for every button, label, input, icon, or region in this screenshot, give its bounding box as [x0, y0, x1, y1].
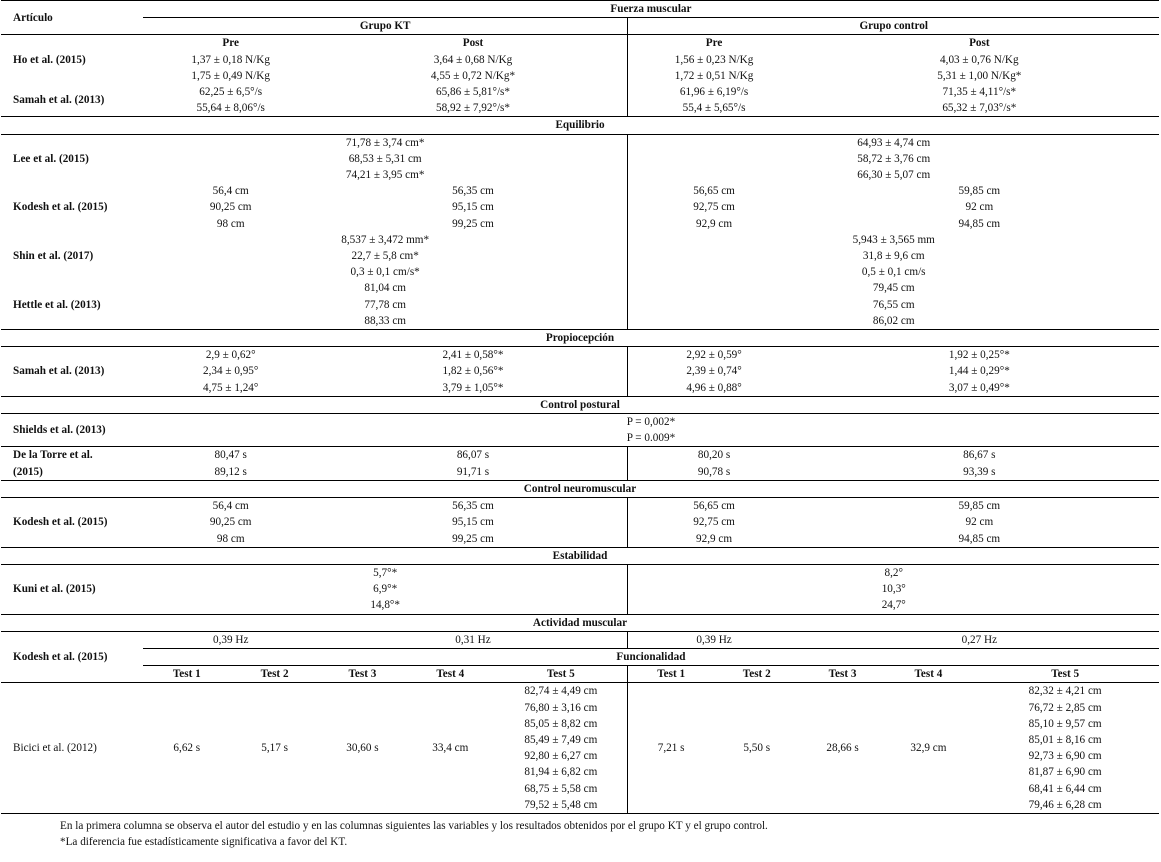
control-post-value: 86,67 s [800, 447, 1159, 464]
kt-value: 8,537 ± 3,472 mm* [341, 233, 430, 246]
control-test-value: 7,21 s [628, 683, 714, 814]
kt-post-value: 56,35 cm [452, 185, 494, 198]
control-test-value: 32,9 cm [885, 683, 971, 814]
kt-post-value: 95,15 cm [452, 201, 494, 214]
kt-post-value: 2,41 ± 0,58°* [442, 349, 504, 362]
control-post-value: 93,39 s [963, 465, 996, 478]
table-row [1, 248, 1159, 264]
kt-pre-value: 90,25 cm [209, 516, 252, 529]
kt-test-value: 5,17 s [231, 683, 319, 814]
kt-post-value: 86,07 s [319, 447, 628, 464]
kt-test-header: Test 4 [436, 668, 465, 681]
kt-post-value: 58,92 ± 7,92°/s* [435, 102, 510, 115]
table-row [1, 167, 1159, 183]
header-row [1, 1, 1159, 18]
table-row [1, 183, 1159, 199]
control-post-value: 4,03 ± 0,76 N/Kg [940, 53, 1019, 66]
subheader-row [1, 35, 1159, 52]
control-post-value: 92 cm [965, 201, 994, 214]
kt-test5-value: 68,75 ± 5,58 cm [524, 782, 598, 795]
author-cell: Ho et al. (2015) [13, 53, 86, 66]
control-value: 79,45 cm [628, 280, 1159, 296]
kt-pre-value: 80,47 s [143, 447, 319, 464]
section-header-row [1, 547, 1159, 564]
author-cell: Kuni et al. (2015) [13, 583, 96, 596]
control-post-value: 5,31 ± 1,00 N/Kg* [937, 69, 1022, 82]
table-row [1, 514, 1159, 530]
control-test-header: Test 4 [914, 668, 943, 681]
control-pre-value: 2,39 ± 0,74° [628, 363, 800, 379]
control-post-value: 1,92 ± 0,25°* [948, 349, 1010, 362]
control-pre-value: 61,96 ± 6,19°/s [628, 84, 800, 100]
kt-post-value: 56,35 cm [452, 500, 494, 513]
control-test5-value: 82,32 ± 4,21 cm [971, 683, 1159, 700]
table-row [1, 313, 1159, 330]
author-cell: Hettle et al. (2013) [13, 298, 101, 311]
kt-test5-value: 76,80 ± 3,16 cm [524, 701, 598, 714]
footnote-description: En la primera columna se observa el autor del estudio y en las columnas siguientes las variables y los resultados obtenidos por el grupo KT y el grupo control. [60, 819, 768, 832]
author-cell: Shin et al. (2017) [13, 250, 94, 263]
kt-pre-value: 2,34 ± 0,95° [203, 365, 259, 378]
kt-post-value: 4,55 ± 0,72 N/Kg* [430, 69, 516, 82]
column-header-articulo: Artículo [1, 1, 143, 35]
kt-post-value: 0,31 Hz [455, 633, 491, 646]
table-row [1, 430, 1159, 447]
kt-post-value: 99,25 cm [452, 532, 494, 545]
section-header-row [1, 480, 1159, 497]
kt-post-header: Post [462, 37, 484, 50]
header-row [1, 18, 1159, 35]
control-test-value: 5,50 s [714, 683, 800, 814]
control-post-value: 65,32 ± 7,03°/s* [942, 102, 1017, 115]
control-pre-header: Pre [628, 35, 800, 52]
control-value: 10,3° [628, 581, 1159, 597]
control-pre-value: 90,78 s [628, 464, 800, 481]
control-pre-value: 0,39 Hz [628, 631, 800, 648]
control-post-value: 94,85 cm [958, 532, 1001, 545]
table-row [1, 232, 1159, 248]
kt-value: 14,8°* [370, 599, 400, 612]
table-row [1, 264, 1159, 280]
kt-post-value: 95,15 cm [452, 516, 494, 529]
section-header-row [1, 396, 1159, 413]
group-kt-header: Grupo KT [143, 18, 628, 35]
kt-value: 22,7 ± 5,8 cm* [351, 250, 419, 263]
table-row [1, 68, 1159, 84]
control-value: 8,2° [628, 564, 1159, 581]
author-cell: De la Torre et al. [1, 447, 143, 464]
control-pre-value: 92,75 cm [628, 199, 800, 215]
kt-test5-value: 82,74 ± 4,49 cm [494, 683, 628, 700]
control-test5-value: 92,73 ± 6,90 cm [1028, 750, 1102, 763]
table-row [1, 280, 1159, 296]
control-pre-value: 92,75 cm [628, 514, 800, 530]
kt-value: 0,3 ± 0,1 cm/s* [350, 266, 420, 279]
kt-test-value: 6,62 s [143, 683, 231, 814]
section-estabilidad: Estabilidad [1, 547, 1159, 564]
table-row [1, 564, 1159, 581]
kt-pre-value: 56,4 cm [212, 500, 249, 513]
kt-post-value: 1,82 ± 0,56°* [442, 365, 504, 378]
kt-test-header: Test 1 [172, 668, 201, 681]
kt-test5-value: 79,52 ± 5,48 cm [494, 797, 628, 814]
kt-pre-value: 0,39 Hz [212, 633, 249, 646]
kt-test-header: Test 5 [546, 668, 575, 681]
control-value: 66,30 ± 5,07 cm [628, 167, 1159, 183]
table-row [1, 597, 1159, 614]
p-value: P = 0,002* [626, 416, 676, 429]
control-post-value: 1,44 ± 0,29°* [948, 365, 1010, 378]
control-pre-value: 55,4 ± 5,65°/s [628, 100, 800, 117]
table-row [1, 498, 1159, 515]
kt-value: 71,78 ± 3,74 cm* [345, 136, 425, 149]
table-row [1, 531, 1159, 548]
section-control-postural: Control postural [1, 396, 1159, 413]
author-cell: Bicici et al. (2012) [1, 683, 143, 814]
control-post-value: 3,07 ± 0,49°* [948, 381, 1010, 394]
kt-test5-value: 85,05 ± 8,82 cm [524, 717, 598, 730]
control-pre-value: 56,65 cm [628, 183, 800, 199]
table-row [1, 683, 1159, 700]
control-pre-value: 2,92 ± 0,59° [628, 347, 800, 364]
control-post-value: 71,35 ± 4,11°/s* [942, 86, 1017, 99]
kt-test-header: Test 2 [260, 668, 289, 681]
kt-pre-value: 98 cm [216, 532, 245, 545]
author-cell: Lee et al. (2015) [13, 152, 89, 165]
kt-pre-value: 89,12 s [214, 465, 247, 478]
control-post-value: 0,27 Hz [961, 633, 998, 646]
control-test-header: Test 2 [742, 668, 771, 681]
control-pre-value: 80,20 s [628, 447, 800, 464]
kt-test-value: 33,4 cm [406, 683, 494, 814]
kt-test-header: Test 3 [348, 668, 377, 681]
kt-post-value: 65,86 ± 5,81°/s* [435, 86, 510, 99]
control-post-value: 92 cm [965, 516, 994, 529]
kt-post-value: 91,71 s [456, 465, 490, 478]
kt-value: 6,9°* [373, 583, 398, 596]
kt-post-value: 3,64 ± 0,68 N/Kg [433, 53, 513, 66]
kt-pre-value: 55,64 ± 8,06°/s [196, 102, 265, 115]
kt-value: 88,33 cm [364, 314, 406, 327]
author-cell: Kodesh et al. (2015) [13, 201, 108, 214]
section-header-row [1, 648, 1159, 665]
control-test5-value: 68,41 ± 6,44 cm [1028, 782, 1102, 795]
control-test-header: Test 1 [628, 666, 714, 683]
section-fuerza-muscular: Fuerza muscular [143, 1, 1159, 18]
author-cell-year: (2015) [13, 465, 43, 478]
results-table [1, 0, 1159, 814]
table-row [1, 84, 1159, 100]
table-row [1, 447, 1159, 464]
control-pre-value: 4,96 ± 0,88° [628, 380, 800, 397]
table-row [1, 100, 1159, 117]
section-funcionalidad: Funcionalidad [143, 648, 1159, 665]
table-row [1, 151, 1159, 167]
control-test-header: Test 5 [1051, 668, 1080, 681]
kt-post-value: 99,25 cm [452, 217, 494, 230]
kt-pre-header: Pre [222, 37, 239, 50]
control-test-value: 28,66 s [800, 683, 886, 814]
control-test-header: Test 3 [828, 668, 857, 681]
control-post-header: Post [969, 37, 990, 50]
table-row [1, 631, 1159, 648]
table-row [1, 199, 1159, 215]
table-row [1, 216, 1159, 232]
control-value: 5,943 ± 3,565 mm [628, 232, 1159, 248]
kt-pre-value: 1,37 ± 0,18 N/Kg [191, 53, 270, 66]
kt-value: 74,21 ± 3,95 cm* [345, 169, 425, 182]
table-row [1, 363, 1159, 379]
section-header-row [1, 614, 1159, 631]
kt-test5-value: 81,94 ± 6,82 cm [524, 766, 598, 779]
kt-test5-value: 92,80 ± 6,27 cm [524, 750, 598, 763]
kt-pre-value: 98 cm [216, 217, 245, 230]
control-post-value: 59,85 cm [958, 185, 1001, 198]
control-value: 86,02 cm [628, 313, 1159, 330]
author-cell: Samah et al. (2013) [13, 94, 105, 107]
section-header-row [1, 117, 1159, 134]
subheader-row [1, 666, 1159, 683]
kt-pre-value: 4,75 ± 1,24° [203, 381, 259, 394]
control-test5-value: 76,72 ± 2,85 cm [1028, 701, 1102, 714]
kt-pre-value: 62,25 ± 6,5°/s [199, 86, 263, 99]
section-header-row [1, 330, 1159, 347]
kt-test-value: 30,60 s [319, 683, 407, 814]
group-control-header: Grupo control [628, 18, 1159, 35]
section-control-neuromuscular: Control neuromuscular [1, 480, 1159, 497]
author-cell: Kodesh et al. (2015) [13, 650, 108, 663]
control-pre-value: 92,9 cm [628, 531, 800, 548]
control-post-value: 94,85 cm [958, 217, 1001, 230]
kt-pre-value: 1,75 ± 0,49 N/Kg [191, 69, 270, 82]
table-row [1, 297, 1159, 313]
kt-pre-value: 90,25 cm [209, 201, 252, 214]
control-value: 24,7° [628, 597, 1159, 614]
kt-test5-value: 85,49 ± 7,49 cm [524, 733, 598, 746]
kt-pre-value: 56,4 cm [212, 185, 249, 198]
table-row [1, 464, 1159, 481]
table-row [1, 581, 1159, 597]
author-cell: Samah et al. (2013) [13, 365, 105, 378]
footnote-significance: *La diferencia fue estadísticamente significativa a favor del KT. [60, 835, 348, 848]
kt-post-value: 3,79 ± 1,05°* [442, 381, 504, 394]
p-value: P = 0.009* [626, 432, 676, 445]
author-cell: Shields et al. (2013) [13, 424, 106, 437]
kt-pre-value: 2,9 ± 0,62° [205, 349, 256, 362]
kt-value: 81,04 cm [364, 282, 406, 295]
control-value: 64,93 ± 4,74 cm [628, 134, 1159, 151]
table-row [1, 380, 1159, 397]
table-row [1, 52, 1159, 68]
table-row [1, 347, 1159, 364]
control-pre-value: 1,56 ± 0,23 N/Kg [628, 52, 800, 68]
section-propiocepcion: Propiocepción [1, 330, 1159, 347]
control-post-value: 59,85 cm [958, 500, 1001, 513]
control-pre-value: 56,65 cm [628, 498, 800, 515]
table-row [1, 414, 1159, 431]
author-cell: Kodesh et al. (2015) [13, 516, 108, 529]
control-test5-value: 81,87 ± 6,90 cm [1028, 766, 1102, 779]
control-test5-value: 85,10 ± 9,57 cm [1028, 717, 1102, 730]
table-footnotes [0, 818, 1161, 850]
control-test5-value: 85,01 ± 8,16 cm [1028, 733, 1102, 746]
kt-value: 77,78 cm [364, 298, 406, 311]
section-actividad-muscular: Actividad muscular [1, 614, 1159, 631]
control-pre-value: 1,72 ± 0,51 N/Kg [628, 68, 800, 84]
control-value: 58,72 ± 3,76 cm [628, 151, 1159, 167]
kt-value: 5,7°* [373, 566, 398, 579]
kt-value: 68,53 ± 5,31 cm [348, 152, 422, 165]
section-equilibrio: Equilibrio [1, 117, 1159, 134]
control-pre-value: 92,9 cm [628, 216, 800, 232]
control-value: 0,5 ± 0,1 cm/s [628, 264, 1159, 280]
table-row [1, 134, 1159, 151]
control-value: 76,55 cm [628, 297, 1159, 313]
control-value: 31,8 ± 9,6 cm [628, 248, 1159, 264]
control-test5-value: 79,46 ± 6,28 cm [971, 797, 1159, 814]
